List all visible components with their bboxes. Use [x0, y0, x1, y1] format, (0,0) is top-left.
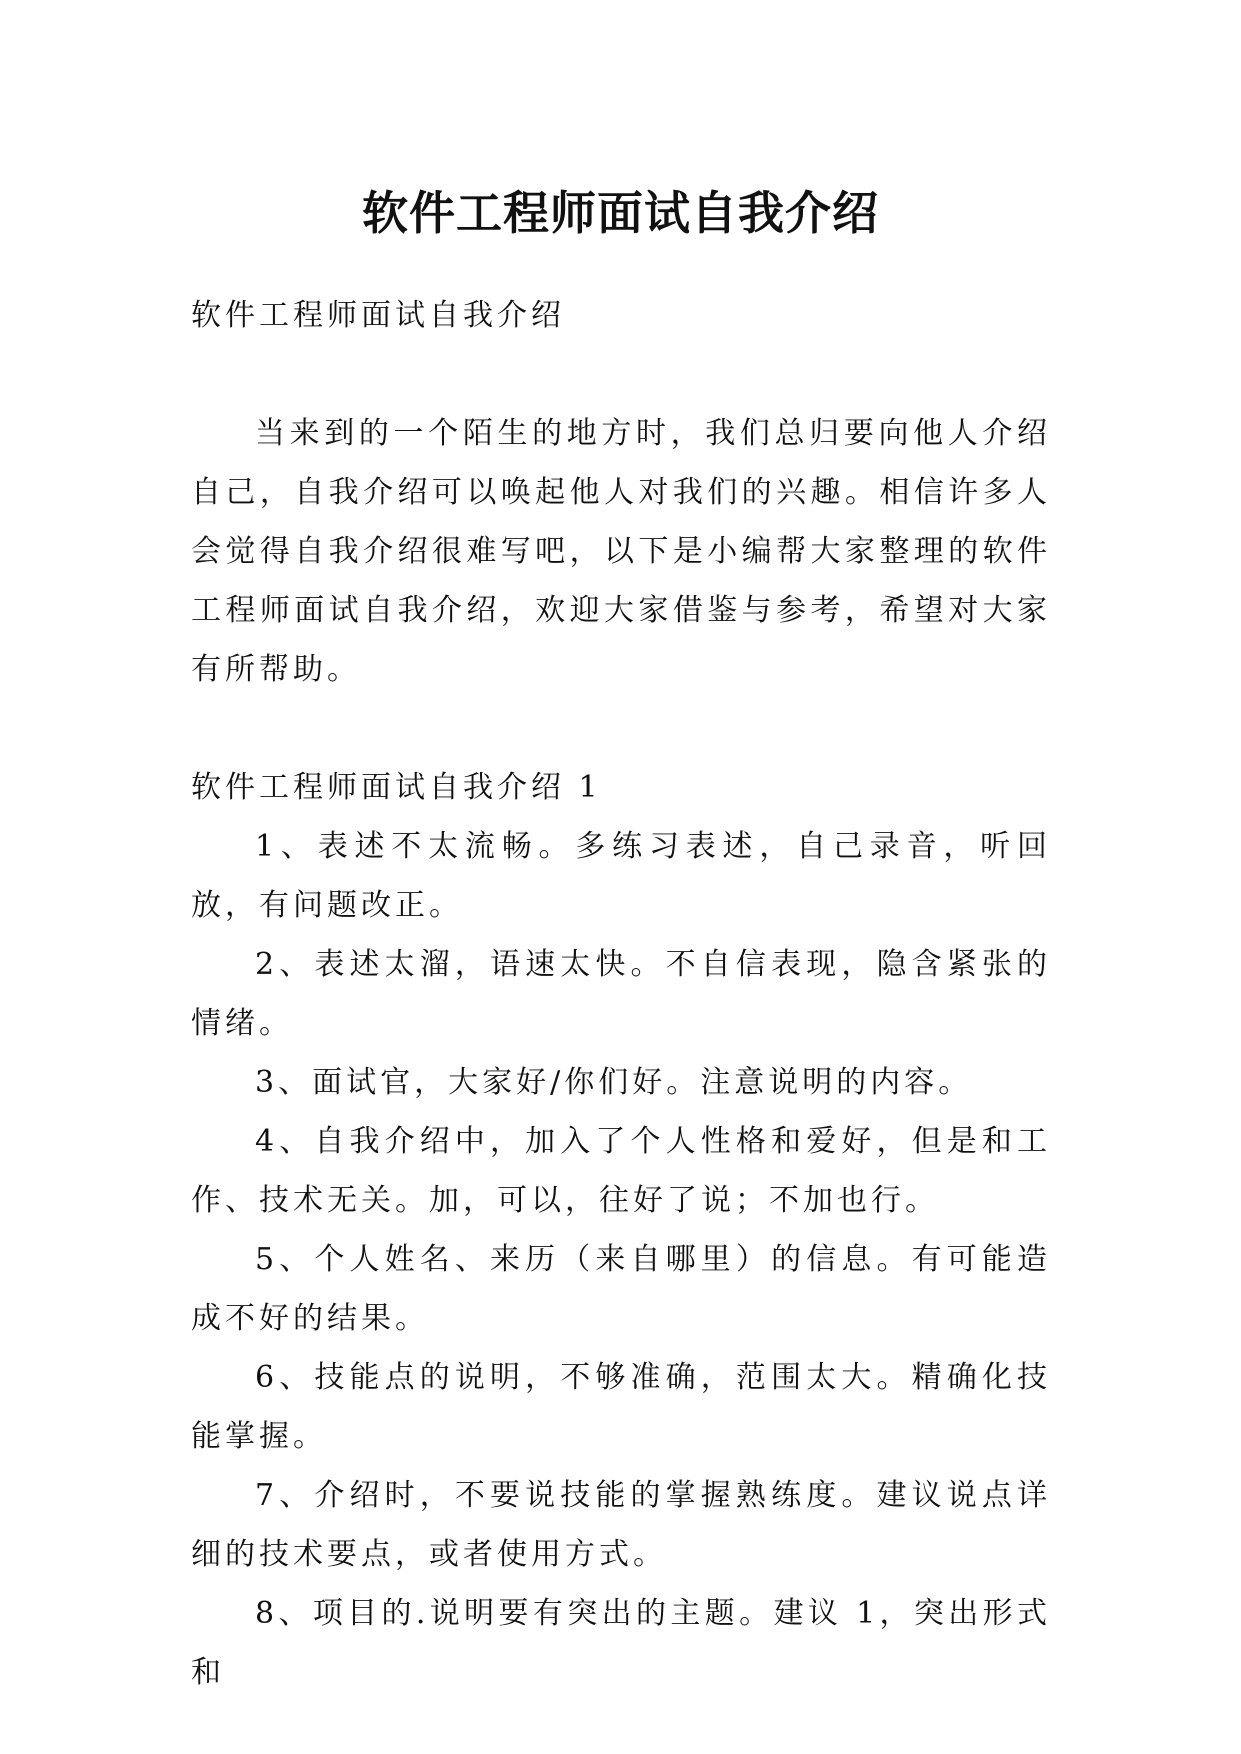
list-item: 5、个人姓名、来历（来自哪里）的信息。有可能造成不好的结果。: [191, 1242, 1051, 1336]
list-item: 7、介绍时，不要说技能的掌握熟练度。建议说点详细的技术要点，或者使用方式。: [191, 1478, 1051, 1572]
document-title: 软件工程师面试自我介绍: [362, 185, 879, 240]
list-item: 3、面试官，大家好/你们好。注意说明的内容。: [255, 1065, 973, 1100]
document-body: [191, 286, 1051, 1702]
list-item: 4、自我介绍中，加入了个人性格和爱好，但是和工作、技术无关。加，可以，往好了说；不加也行。: [191, 1124, 1051, 1218]
section-title: 软件工程师面试自我介绍 1: [191, 770, 602, 805]
list-item: 2、表述太溜，语速太快。不自信表现，隐含紧张的情绪。: [191, 947, 1051, 1041]
document-subtitle: 软件工程师面试自我介绍: [191, 298, 565, 333]
intro-paragraph: 当来到的一个陌生的地方时，我们总归要向他人介绍自己，自我介绍可以唤起他人对我们的兴趣。相信许多人会觉得自我介绍很难写吧，以下是小编帮大家整理的软件工程师面试自我介绍，欢迎大家借鉴与参考，希望对大家有所帮助。: [191, 416, 1051, 687]
list-item: 1、表述不太流畅。多练习表述，自己录音，听回放，有问题改正。: [191, 829, 1051, 923]
list-item: 8、项目的.说明要有突出的主题。建议 1，突出形式和: [191, 1596, 1051, 1690]
list-item: 6、技能点的说明，不够准确，范围太大。精确化技能掌握。: [191, 1360, 1051, 1454]
